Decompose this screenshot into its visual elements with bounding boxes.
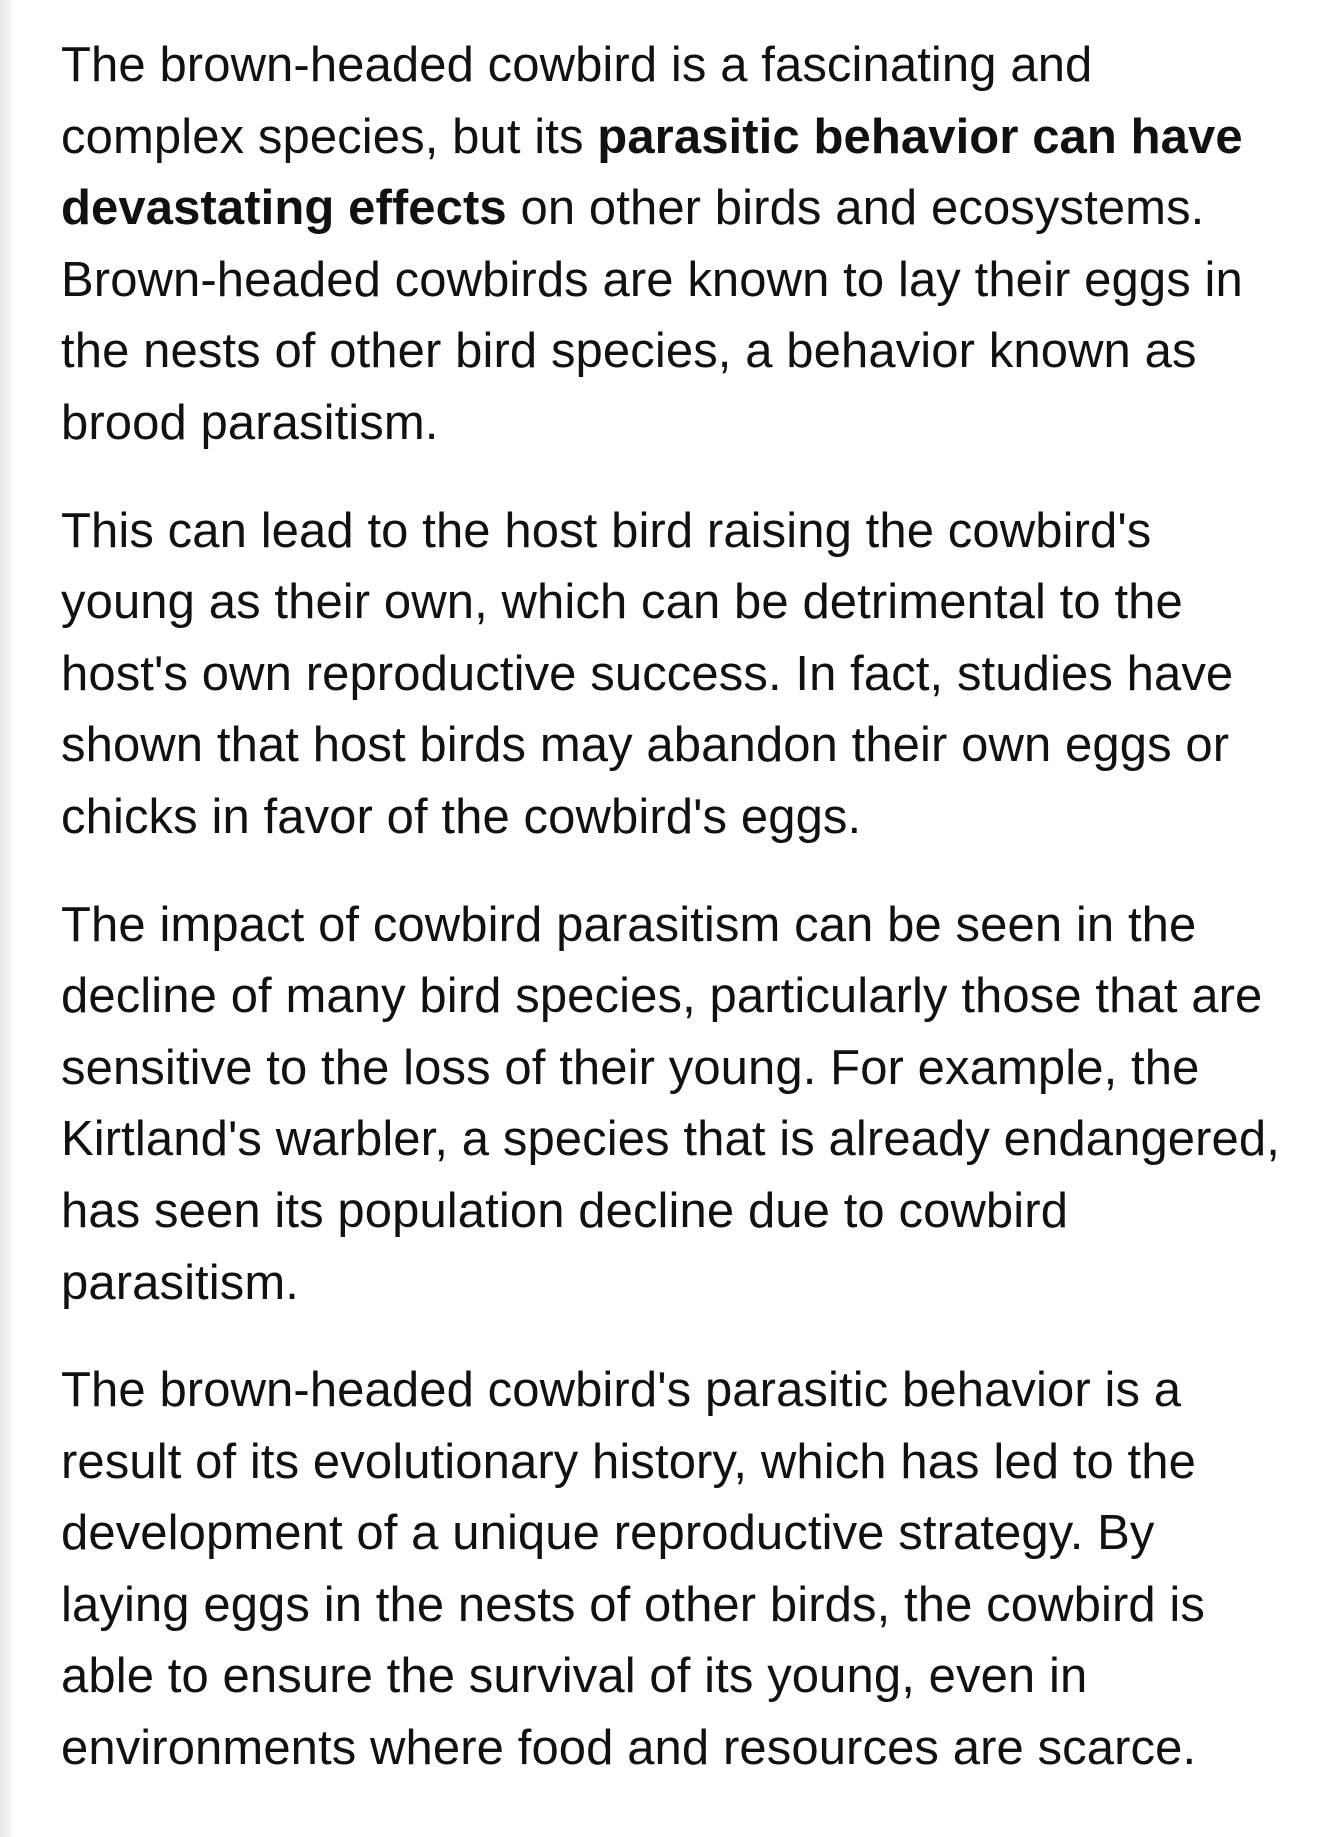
paragraph-3: The impact of cowbird parasitism can be seen in the decline of many bird species, particularly those that are sensitive to the loss of their young. For example, the Kirtland's warbler, a species that is already endangered, has seen its population decline due to cowbird parasitism.: [61, 897, 1280, 1310]
left-edge-shadow: [0, 0, 14, 1837]
paragraph-1: [61, 30, 1286, 460]
paragraph-1-emphasis: parasitic behavior can have devastating effects: [61, 109, 1243, 236]
paragraph-4: The brown-headed cowbird's parasitic behavior is a result of its evolutionary history, which has led to the development of a unique reproductive strategy. By laying eggs in the nests of other birds, the cowbird is able to ensure the survival of its young, even in environments where food and resources are scarce.: [61, 1363, 1206, 1776]
article-body: [61, 30, 1286, 1821]
paragraph-1-intro: The brown-headed cowbird is a fascinating and complex species, but its: [61, 38, 1093, 164]
paragraph-1-rest: on other birds and ecosystems. Brown-headed cowbirds are known to lay their eggs in the nests of other bird species, a behavior known as brood parasitism.: [61, 181, 1243, 450]
paragraph-2: This can lead to the host bird raising the cowbird's young as their own, which can be detrimental to the host's own reproductive success. In fact, studies have shown that host birds may abandon their own eggs or chicks in favor of the cowbird's eggs.: [61, 503, 1234, 844]
